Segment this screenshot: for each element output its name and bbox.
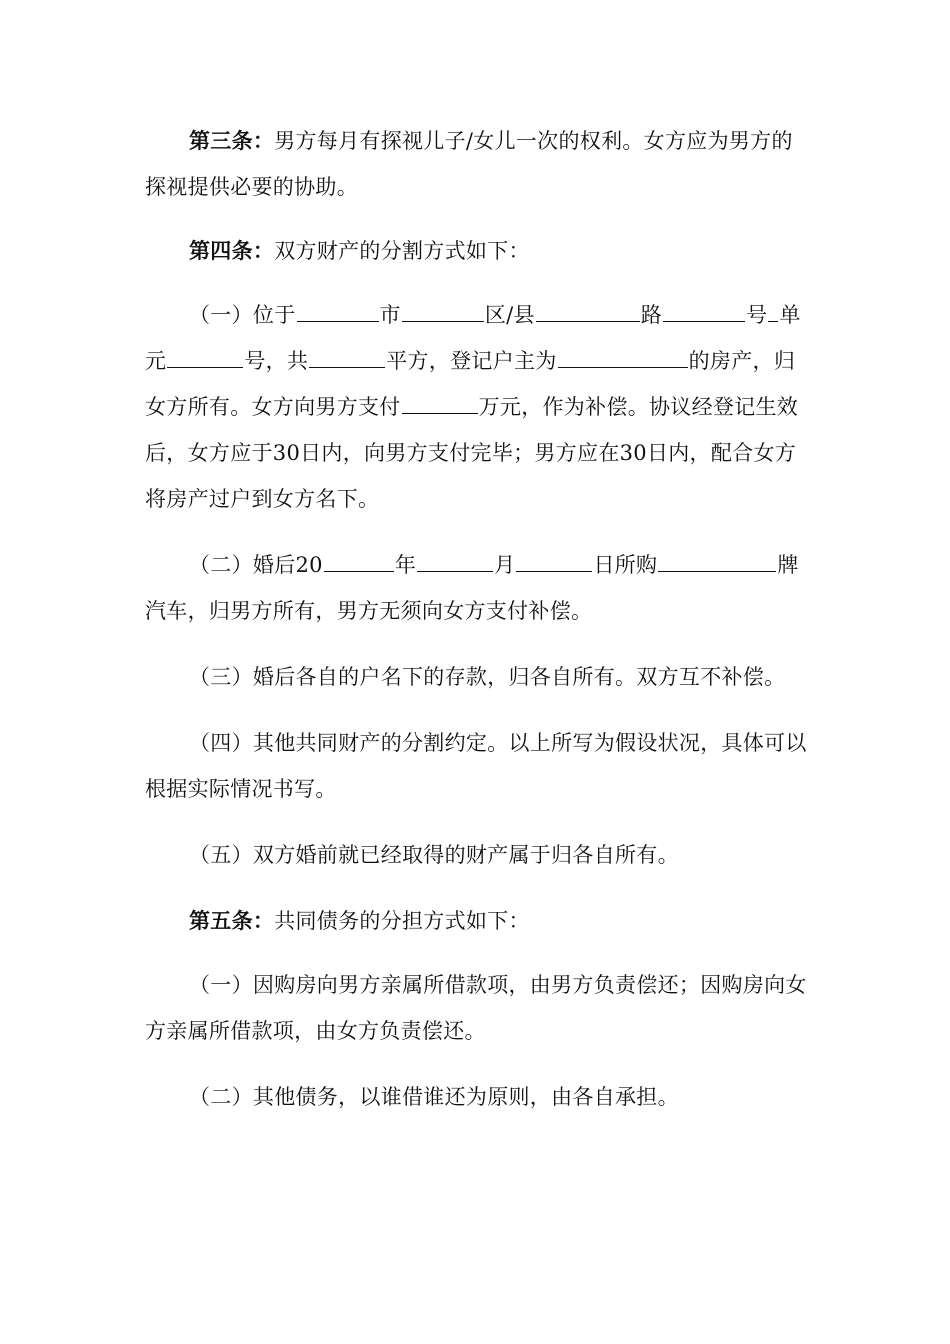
article-5 (145, 898, 810, 944)
property-item-5: （五）双方婚前就已经取得的财产属于归各自所有。 (189, 843, 679, 867)
property-item-1-text: 单元 (145, 303, 801, 373)
property-item-3: （三）婚后各自的户名下的存款，归各自所有。双方互不补偿。 (189, 665, 786, 689)
property-item-1-text: 区/县 (484, 303, 535, 327)
property-item-1-text: 的房产，归女方所有。女方向男方支付 (145, 349, 796, 419)
article-3 (145, 118, 810, 210)
article-4-text: 双方财产的分割方式如下： (274, 239, 530, 263)
property-item-1-text: 号 (746, 303, 768, 327)
debt-item-2: （二）其他债务，以谁借谁还为原则，由各自承担。 (189, 1085, 679, 1109)
article-4 (145, 228, 810, 274)
district-blank[interactable] (402, 300, 484, 322)
property-item-1 (145, 292, 810, 522)
number-blank[interactable] (663, 300, 745, 322)
property-item-1-text: 路 (640, 303, 663, 327)
city-blank[interactable] (297, 300, 379, 322)
building-blank[interactable] (768, 300, 778, 322)
debt-item-1: （一）因购房向男方亲属所借款项，由男方负责偿还；因购房向女方亲属所借款项，由女方负责偿还。 (145, 973, 807, 1043)
property-item-2-text: （二）婚后20 (189, 553, 323, 577)
property-item-2 (145, 542, 810, 634)
day-blank[interactable] (516, 550, 592, 572)
compensation-blank[interactable] (402, 392, 478, 414)
property-item-2-text: 月 (494, 553, 516, 577)
room-blank[interactable] (167, 346, 243, 368)
property-item-2-text: 年 (394, 553, 417, 577)
article-3-label: 第三条： (189, 128, 275, 153)
article-3-text: 男方每月有探视儿子/女儿一次的权利。女方应为男方的探视提供必要的协助。 (145, 129, 793, 199)
property-item-2-text: 牌汽车，归男方所有，男方无须向女方支付补偿。 (145, 553, 799, 623)
month-blank[interactable] (417, 550, 493, 572)
article-5-text: 共同债务的分担方式如下： (274, 909, 530, 933)
property-item-1-text: 万元，作为补偿。协议经登记生效后，女方应于30日内，向男方支付完毕；男方应在30日内，配合女方将房产过户到女方名下。 (145, 395, 799, 511)
area-blank[interactable] (309, 346, 385, 368)
road-blank[interactable] (536, 300, 640, 322)
car-brand-blank[interactable] (658, 550, 776, 572)
property-item-1-text: 平方，登记户主为 (386, 349, 557, 373)
property-item-1-text: 市 (379, 303, 401, 327)
article-4-label: 第四条： (189, 238, 275, 263)
property-item-2-text: 日所购 (593, 553, 658, 577)
property-item-4: （四）其他共同财产的分割约定。以上所写为假设状况，具体可以根据实际情况书写。 (145, 731, 807, 801)
document-page (145, 118, 810, 1140)
property-item-1-text: 号，共 (244, 349, 309, 373)
owner-blank[interactable] (558, 346, 688, 368)
property-item-1-text: （一）位于 (189, 303, 296, 327)
article-5-label: 第五条： (189, 908, 275, 933)
year-blank[interactable] (324, 550, 394, 572)
